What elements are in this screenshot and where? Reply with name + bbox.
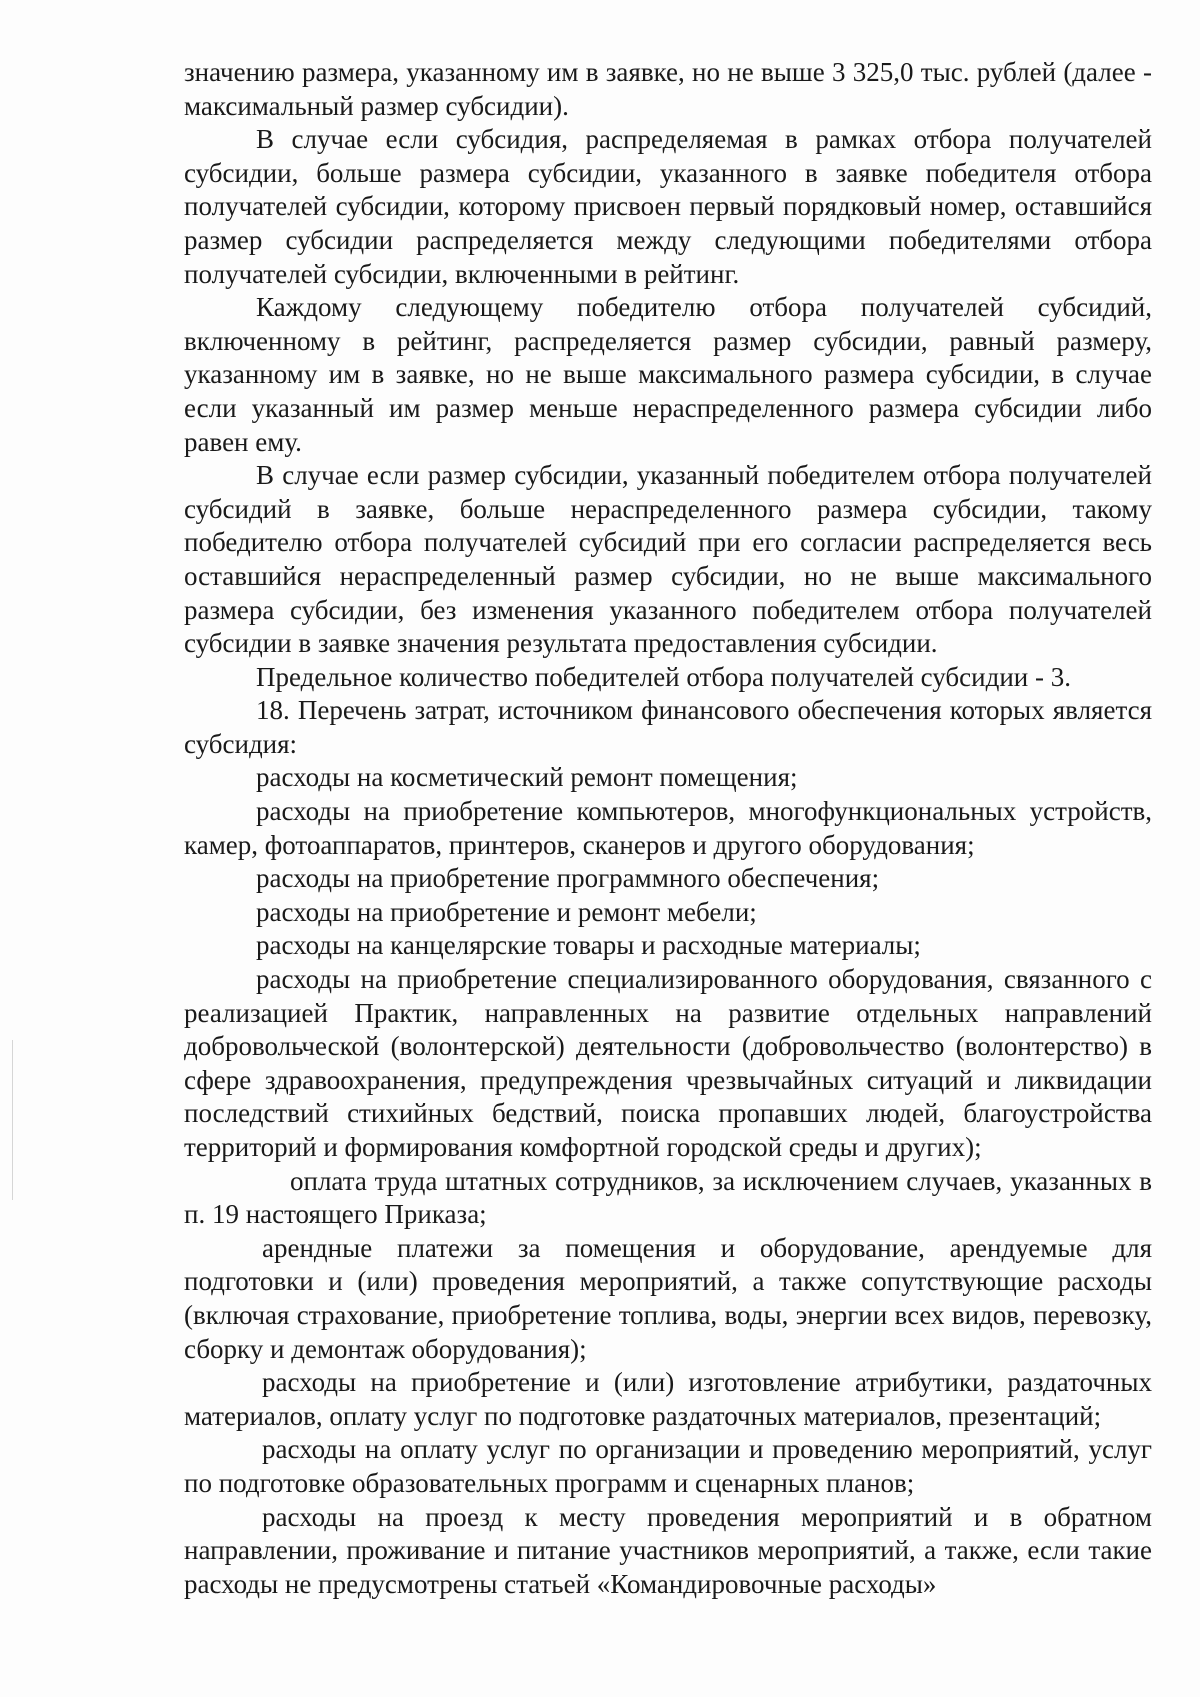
paragraph-max-winners: Предельное количество победителей отбора получателей субсидии - 3.: [256, 661, 1071, 692]
paragraph-first-winner: В случае если субсидия, распределяемая в рамках отбора получателей субсидии, больше размера субсидии, указанного в заявке победителя отбора получателей субсидии, которому присвоен первый порядковый номер, оставшийся размер субсидии распределяется между следующими победителями отбора получателей субсидии, включенными в рейтинг.: [184, 124, 1152, 289]
list-item-special-equipment: расходы на приобретение специализированного оборудования, связанного с реализацией Практик, направленных на развитие отдельных направлений добровольческой (волонтерской) деятельности (добровольчество (волонтерство) в сфере здравоохранения, предупреждения чрезвычайных ситуаций и ликвидации последствий стихийных бедствий, поиска пропавших людей, благоустройства территорий и формирования комфортной городской среды и других);: [184, 964, 1152, 1162]
paragraph-continuation: значению размера, указанному им в заявке, но не выше 3 325,0 тыс. рублей (далее - максимальный размер субсидии).: [184, 57, 1152, 121]
list-item-computers: расходы на приобретение компьютеров, многофункциональных устройств, камер, фотоаппаратов, принтеров, сканеров и другого оборудования;: [184, 796, 1152, 860]
list-item-rent: арендные платежи за помещения и оборудование, арендуемые для подготовки и (или) проведения мероприятий, а также сопутствующие расходы (включая страхование, приобретение топлива, воды, энергии всех видов, перевозку, сборку и демонтаж оборудования);: [184, 1232, 1152, 1364]
scan-edge-mark: [12, 1040, 13, 1200]
list-item-salary: оплата труда штатных сотрудников, за исключением случаев, указанных в п. 19 настоящего Приказа;: [184, 1165, 1152, 1230]
document-body: [184, 56, 1152, 1601]
list-item-attributes: расходы на приобретение и (или) изготовление атрибутики, раздаточных материалов, оплату услуг по подготовке раздаточных материалов, презентаций;: [184, 1367, 1152, 1431]
paragraph-winner-consent: В случае если размер субсидии, указанный победителем отбора получателей субсидий в заявке, больше нераспределенного размера субсидии, такому победителю отбора получателей субсидий при его согласии распределяется весь оставшийся нераспределенный размер субсидии, но не выше максимального размера субсидии, без изменения указанного победителем отбора получателей субсидии в заявке значения результата предоставления субсидии.: [184, 460, 1152, 659]
list-item-software: расходы на приобретение программного обеспечения;: [256, 863, 880, 894]
list-item-stationery: расходы на канцелярские товары и расходные материалы;: [256, 930, 921, 961]
list-item-travel: расходы на проезд к месту проведения мероприятий и в обратном направлении, проживание и питание участников мероприятий, а также, если такие расходы не предусмотрены статьей «Командировочные расходы»: [184, 1501, 1152, 1599]
list-item-event-services: расходы на оплату услуг по организации и проведению мероприятий, услуг по подготовке образовательных программ и сценарных планов;: [184, 1434, 1152, 1498]
list-item-furniture: расходы на приобретение и ремонт мебели;: [256, 896, 757, 927]
paragraph-next-winner: Каждому следующему победителю отбора получателей субсидий, включенному в рейтинг, распределяется размер субсидии, равный размеру, указанному им в заявке, но не выше максимального размера субсидии, в случае если указанный им размер меньше нераспределенного размера субсидии либо равен ему.: [184, 292, 1152, 457]
list-item-repair: расходы на косметический ремонт помещения;: [256, 762, 798, 793]
paragraph-section-18: 18. Перечень затрат, источником финансового обеспечения которых является субсидия:: [184, 695, 1152, 759]
